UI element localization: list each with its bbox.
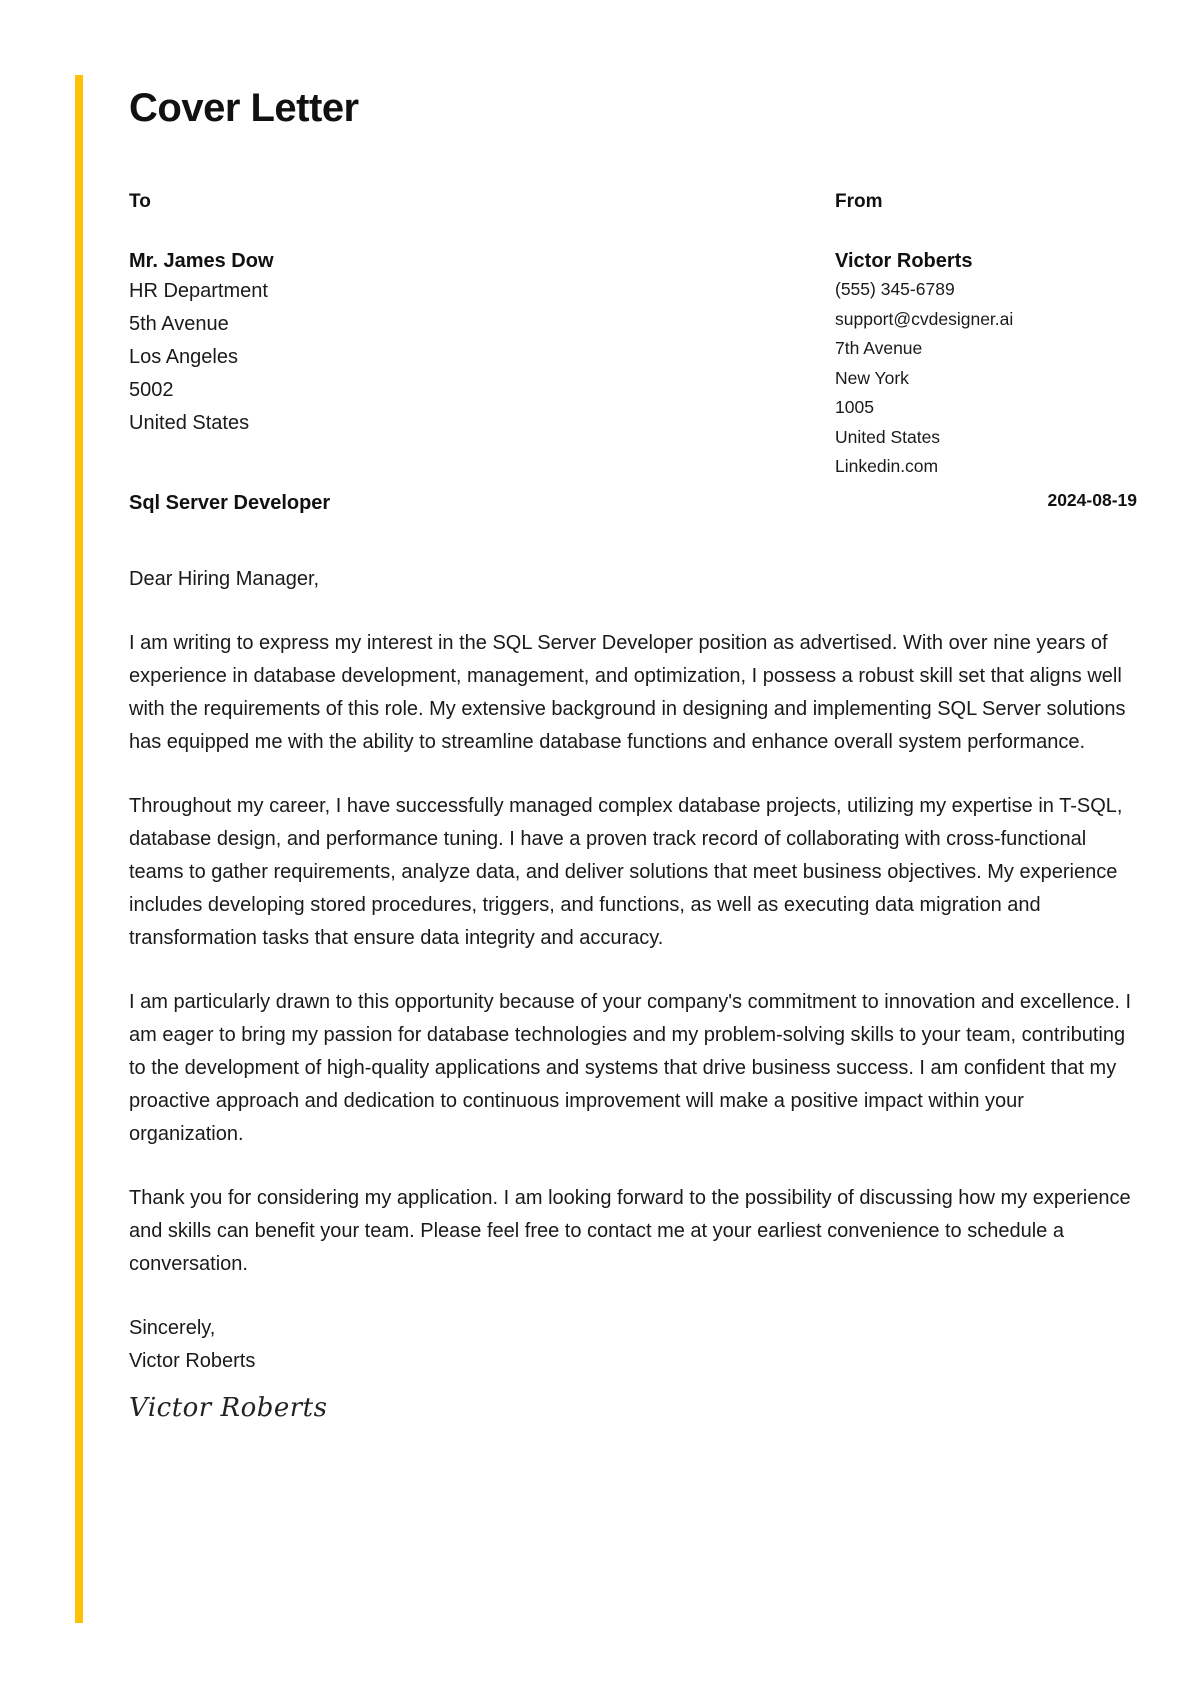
page-title: Cover Letter [129, 86, 359, 130]
closing-name: Victor Roberts [129, 1350, 256, 1372]
recipient-name: Mr. James Dow [129, 250, 274, 272]
recipient-block [129, 190, 629, 440]
subject-row [129, 492, 1137, 532]
recipient-address [129, 275, 629, 440]
letter-paragraph: Thank you for considering my application. I am looking forward to the possibility of discussing how my experience and skills can benefit your team. Please feel free to contact me at your earliest convenience to schedule a conversation. [129, 1187, 1131, 1275]
letter-paragraph: Throughout my career, I have successfully managed complex database projects, utilizing my expertise in T-SQL, database design, and performance tuning. I have a proven track record of collaborating with cross-functional teams to gather requirements, analyze data, and deliver solutions that meet business objectives. My experience includes developing stored procedures, triggers, and functions, as well as executing data migration and transformation tasks that ensure data integrity and accuracy. [129, 795, 1123, 949]
sender-line: New York [835, 367, 909, 388]
recipient-heading: To [129, 191, 151, 212]
letter-subject: Sql Server Developer [129, 492, 331, 514]
recipient-line: Los Angeles [129, 346, 238, 368]
closing-phrase: Sincerely, [129, 1317, 216, 1339]
sender-block [835, 190, 1137, 482]
accent-bar [75, 75, 83, 1623]
recipient-line: 5th Avenue [129, 313, 229, 335]
sender-contact [835, 275, 1137, 482]
sender-linkedin: Linkedin.com [835, 456, 939, 476]
cover-letter-page [129, 80, 1137, 1425]
letter-date: 2024-08-19 [1047, 490, 1137, 510]
letter-greeting: Dear Hiring Manager, [129, 568, 320, 590]
sender-phone: (555) 345-6789 [835, 279, 955, 299]
parties-section [129, 190, 1137, 490]
recipient-line: 5002 [129, 379, 174, 401]
sender-heading: From [835, 191, 883, 212]
recipient-line: HR Department [129, 280, 268, 302]
letter-paragraph: I am writing to express my interest in the SQL Server Developer position as advertised. With over nine years of experience in database development, management, and optimization, I possess a robust skill set that aligns well with the requirements of this role. My extensive background in designing and implementing SQL Server solutions has equipped me with the ability to streamline database functions and enhance overall system performance. [129, 632, 1126, 753]
sender-line: 1005 [835, 397, 874, 417]
letter-body [129, 563, 1137, 1425]
signature: Victor Roberts [129, 1393, 328, 1423]
recipient-line: United States [129, 412, 250, 434]
sender-line: 7th Avenue [835, 338, 923, 358]
sender-email: support@cvdesigner.ai [835, 308, 1014, 329]
letter-paragraph: I am particularly drawn to this opportunity because of your company's commitment to innovation and excellence. I am eager to bring my passion for database technologies and my problem-solving skills to your team, contributing to the development of high-quality applications and systems that drive business success. I am confident that my proactive approach and dedication to continuous improvement will make a positive impact within your organization. [129, 991, 1132, 1145]
letter-closing [129, 1312, 1137, 1378]
sender-line: United States [835, 426, 941, 447]
sender-name: Victor Roberts [835, 250, 973, 272]
